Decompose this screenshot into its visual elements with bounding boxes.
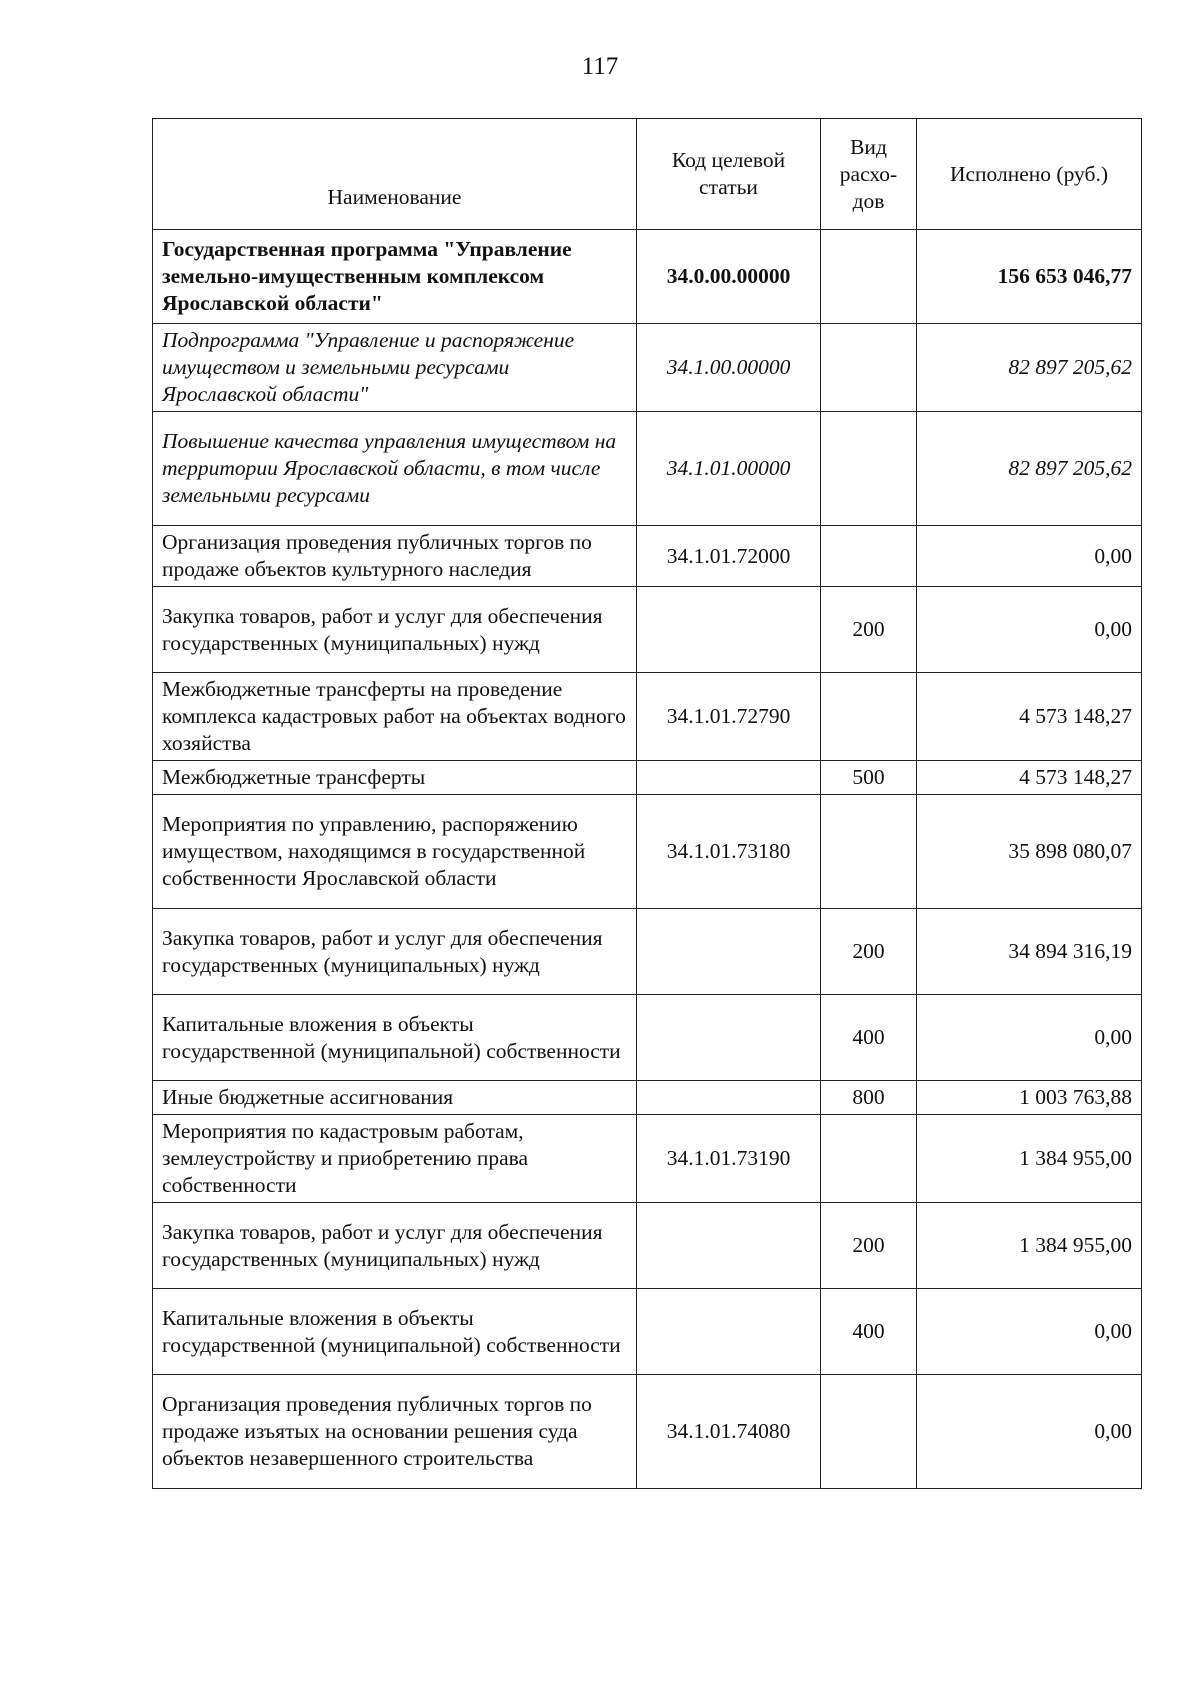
cell-amount: 4 573 148,27 [917,761,1142,795]
cell-amount: 0,00 [917,995,1142,1081]
header-row [153,119,1142,230]
page-number: 117 [581,53,619,80]
table-row [153,761,1142,795]
cell-kind [821,673,917,761]
cell-kind [821,526,917,587]
cell-code [637,995,821,1081]
table-row [153,587,1142,673]
cell-amount: 82 897 205,62 [917,412,1142,526]
cell-name: Повышение качества управления имуществом на территории Ярославской области, в том числе земельными ресурсами [153,412,637,526]
cell-code: 34.1.01.72000 [637,526,821,587]
cell-name: Капитальные вложения в объекты государственной (муниципальной) собственности [153,1289,637,1375]
cell-code: 34.1.01.73190 [637,1115,821,1203]
cell-amount: 0,00 [917,526,1142,587]
cell-kind: 400 [821,1289,917,1375]
cell-amount: 156 653 046,77 [917,230,1142,324]
cell-code: 34.0.00.00000 [637,230,821,324]
cell-kind: 500 [821,761,917,795]
cell-code: 34.1.01.72790 [637,673,821,761]
cell-amount: 1 384 955,00 [917,1203,1142,1289]
cell-kind: 200 [821,1203,917,1289]
table-row [153,673,1142,761]
cell-code: 34.1.01.73180 [637,795,821,909]
cell-amount: 1 003 763,88 [917,1081,1142,1115]
table-header [153,119,1142,230]
cell-code: 34.1.01.00000 [637,412,821,526]
table-row [153,526,1142,587]
cell-code [637,1203,821,1289]
cell-kind [821,412,917,526]
cell-kind [821,324,917,412]
cell-code: 34.1.01.74080 [637,1375,821,1489]
cell-kind [821,1115,917,1203]
cell-amount: 82 897 205,62 [917,324,1142,412]
cell-kind [821,230,917,324]
cell-amount: 4 573 148,27 [917,673,1142,761]
table-body [153,230,1142,1489]
cell-kind: 200 [821,909,917,995]
cell-code [637,909,821,995]
cell-code [637,761,821,795]
cell-kind [821,1375,917,1489]
table-row [153,1115,1142,1203]
header-code: Код целевой статьи [637,119,821,230]
cell-name: Закупка товаров, работ и услуг для обеспечения государственных (муниципальных) нужд [153,909,637,995]
cell-name: Капитальные вложения в объекты государственной (муниципальной) собственности [153,995,637,1081]
table-row [153,230,1142,324]
cell-name: Организация проведения публичных торгов по продаже объектов культурного наследия [153,526,637,587]
cell-name: Закупка товаров, работ и услуг для обеспечения государственных (муниципальных) нужд [153,1203,637,1289]
cell-name: Межбюджетные трансферты [153,761,637,795]
table-row [153,909,1142,995]
table-row [153,1203,1142,1289]
cell-code [637,1289,821,1375]
table-row [153,1081,1142,1115]
cell-name: Государственная программа "Управление земельно-имущественным комплексом Ярославской области" [153,230,637,324]
table-row [153,1375,1142,1489]
cell-kind: 400 [821,995,917,1081]
cell-name: Закупка товаров, работ и услуг для обеспечения государственных (муниципальных) нужд [153,587,637,673]
cell-amount: 34 894 316,19 [917,909,1142,995]
cell-code [637,1081,821,1115]
cell-name: Иные бюджетные ассигнования [153,1081,637,1115]
table-row [153,412,1142,526]
header-amount: Исполнено (руб.) [917,119,1142,230]
cell-code: 34.1.00.00000 [637,324,821,412]
budget-execution-table [152,118,1142,1489]
table-row [153,1289,1142,1375]
cell-amount: 0,00 [917,1289,1142,1375]
table-row [153,995,1142,1081]
cell-name: Межбюджетные трансферты на проведение комплекса кадастровых работ на объектах водного хозяйства [153,673,637,761]
table-row [153,795,1142,909]
cell-amount: 0,00 [917,587,1142,673]
cell-amount: 0,00 [917,1375,1142,1489]
cell-kind: 200 [821,587,917,673]
header-kind: Вид расхо-дов [821,119,917,230]
cell-amount: 35 898 080,07 [917,795,1142,909]
header-name: Наименование [153,119,637,230]
cell-kind [821,795,917,909]
table-row [153,324,1142,412]
cell-amount: 1 384 955,00 [917,1115,1142,1203]
cell-name: Мероприятия по управлению, распоряжению имуществом, находящимся в государственной собственности Ярославской области [153,795,637,909]
cell-kind: 800 [821,1081,917,1115]
cell-name: Подпрограмма "Управление и распоряжение имуществом и земельными ресурсами Ярославской области" [153,324,637,412]
cell-name: Организация проведения публичных торгов по продаже изъятых на основании решения суда объектов незавершенного строительства [153,1375,637,1489]
cell-code [637,587,821,673]
cell-name: Мероприятия по кадастровым работам, землеустройству и приобретению права собственности [153,1115,637,1203]
